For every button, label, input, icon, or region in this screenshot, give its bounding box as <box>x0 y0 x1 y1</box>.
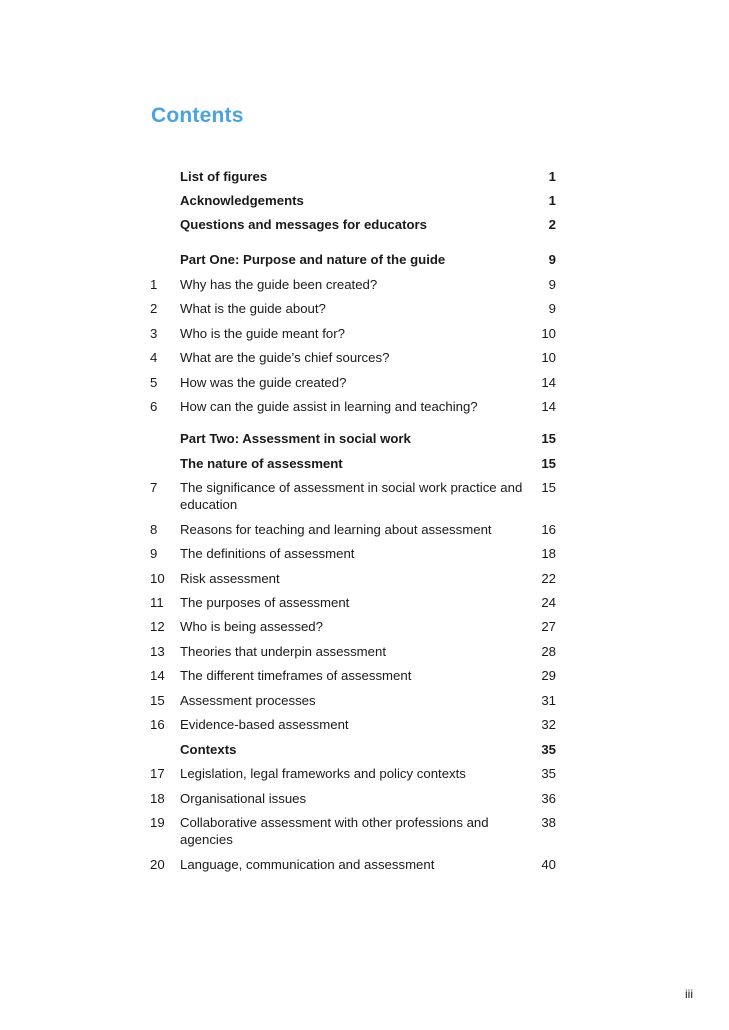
toc-entry-number: 16 <box>150 717 165 732</box>
toc-entry-title: List of figures <box>180 169 268 184</box>
toc-entry-page: 9 <box>548 252 556 267</box>
toc-entry-number: 10 <box>150 571 165 586</box>
toc-entry-page: 38 <box>541 815 556 830</box>
toc-entry-number: 15 <box>150 693 165 708</box>
toc-entry-title: Reasons for teaching and learning about assessment <box>180 522 492 537</box>
toc-entry-number: 9 <box>150 546 158 561</box>
toc-entry-number: 1 <box>150 277 158 292</box>
toc-entry-page: 36 <box>541 791 556 806</box>
toc-entry-title: Acknowledgements <box>180 193 304 208</box>
toc-entry-page: 22 <box>541 571 556 586</box>
toc-entry-number: 6 <box>150 399 158 414</box>
toc-entry-title: Assessment processes <box>180 693 316 708</box>
toc-entry-number: 14 <box>150 668 165 683</box>
toc-entry-title: Theories that underpin assessment <box>180 644 386 659</box>
toc-entry-title: Contexts <box>180 742 237 757</box>
page-title: Contents <box>151 104 244 127</box>
toc-entry-title: The significance of assessment in social work practice and education <box>180 480 523 512</box>
toc-entry-page: 1 <box>548 193 556 208</box>
toc-entry-page: 10 <box>541 326 556 341</box>
toc-entry-title: Evidence-based assessment <box>180 717 349 732</box>
toc-entry-page: 32 <box>541 717 556 732</box>
toc-entry-page: 31 <box>541 693 556 708</box>
toc-entry-number: 3 <box>150 326 158 341</box>
toc-entry-number: 8 <box>150 522 158 537</box>
toc-entry-number: 4 <box>150 350 158 365</box>
toc-entry-page: 2 <box>548 217 556 232</box>
toc-entry-title: Language, communication and assessment <box>180 857 435 872</box>
toc-entry-number: 5 <box>150 375 158 390</box>
toc-entry-title: Organisational issues <box>180 791 307 806</box>
toc-entry-number: 7 <box>150 480 158 495</box>
toc-entry-page: 10 <box>541 350 556 365</box>
toc-entry-title: The purposes of assessment <box>180 595 350 610</box>
toc-entry-page: 9 <box>548 301 556 316</box>
toc-entry-title: Part Two: Assessment in social work <box>180 431 411 446</box>
toc-entry-page: 15 <box>541 480 556 495</box>
toc-entry-title: The definitions of assessment <box>180 546 355 561</box>
toc-entry-page: 14 <box>541 375 556 390</box>
toc-entry-title: Who is the guide meant for? <box>180 326 345 341</box>
toc-entry-page: 24 <box>541 595 556 610</box>
toc-entry-page: 35 <box>541 766 556 781</box>
toc-entry-title: The different timeframes of assessment <box>180 668 412 683</box>
toc-entry-title: What is the guide about? <box>180 301 326 316</box>
toc-entry-title: How can the guide assist in learning and teaching? <box>180 399 478 414</box>
toc-entry-number: 20 <box>150 857 165 872</box>
toc-entry-page: 35 <box>541 742 556 757</box>
toc-entry-title: Who is being assessed? <box>180 619 323 634</box>
toc-entry-page: 1 <box>548 169 556 184</box>
toc-entry-title: Part One: Purpose and nature of the guide <box>180 252 446 267</box>
toc-entry-number: 13 <box>150 644 165 659</box>
toc-entry-number: 18 <box>150 791 165 806</box>
toc-entry-title: Questions and messages for educators <box>180 217 427 232</box>
toc-entry-page: 14 <box>541 399 556 414</box>
toc-entry-number: 2 <box>150 301 158 316</box>
toc-entry-page: 15 <box>541 431 556 446</box>
toc-entry-number: 12 <box>150 619 165 634</box>
toc-entry-title: How was the guide created? <box>180 375 347 390</box>
toc-entry-page: 28 <box>541 644 556 659</box>
toc-entry-number: 17 <box>150 766 165 781</box>
toc-entry-title: The nature of assessment <box>180 456 343 471</box>
toc-entry-number: 11 <box>150 595 164 610</box>
toc-entry-title: Risk assessment <box>180 571 280 586</box>
toc-entry-page: 29 <box>541 668 556 683</box>
toc-entry-number: 19 <box>150 815 165 830</box>
toc-entry-title: Legislation, legal frameworks and policy contexts <box>180 766 466 781</box>
toc-entry-title: Why has the guide been created? <box>180 277 378 292</box>
toc-entry-title: Collaborative assessment with other professions and agencies <box>180 815 489 847</box>
toc-entry-page: 9 <box>548 277 556 292</box>
toc-entry-page: 27 <box>541 619 556 634</box>
toc-entry-page: 40 <box>541 857 556 872</box>
page-number: iii <box>685 987 693 1001</box>
toc-entry-page: 18 <box>541 546 556 561</box>
toc-entry-page: 15 <box>541 456 556 471</box>
toc-entry-page: 16 <box>541 522 556 537</box>
toc-entry-title: What are the guide’s chief sources? <box>180 350 390 365</box>
